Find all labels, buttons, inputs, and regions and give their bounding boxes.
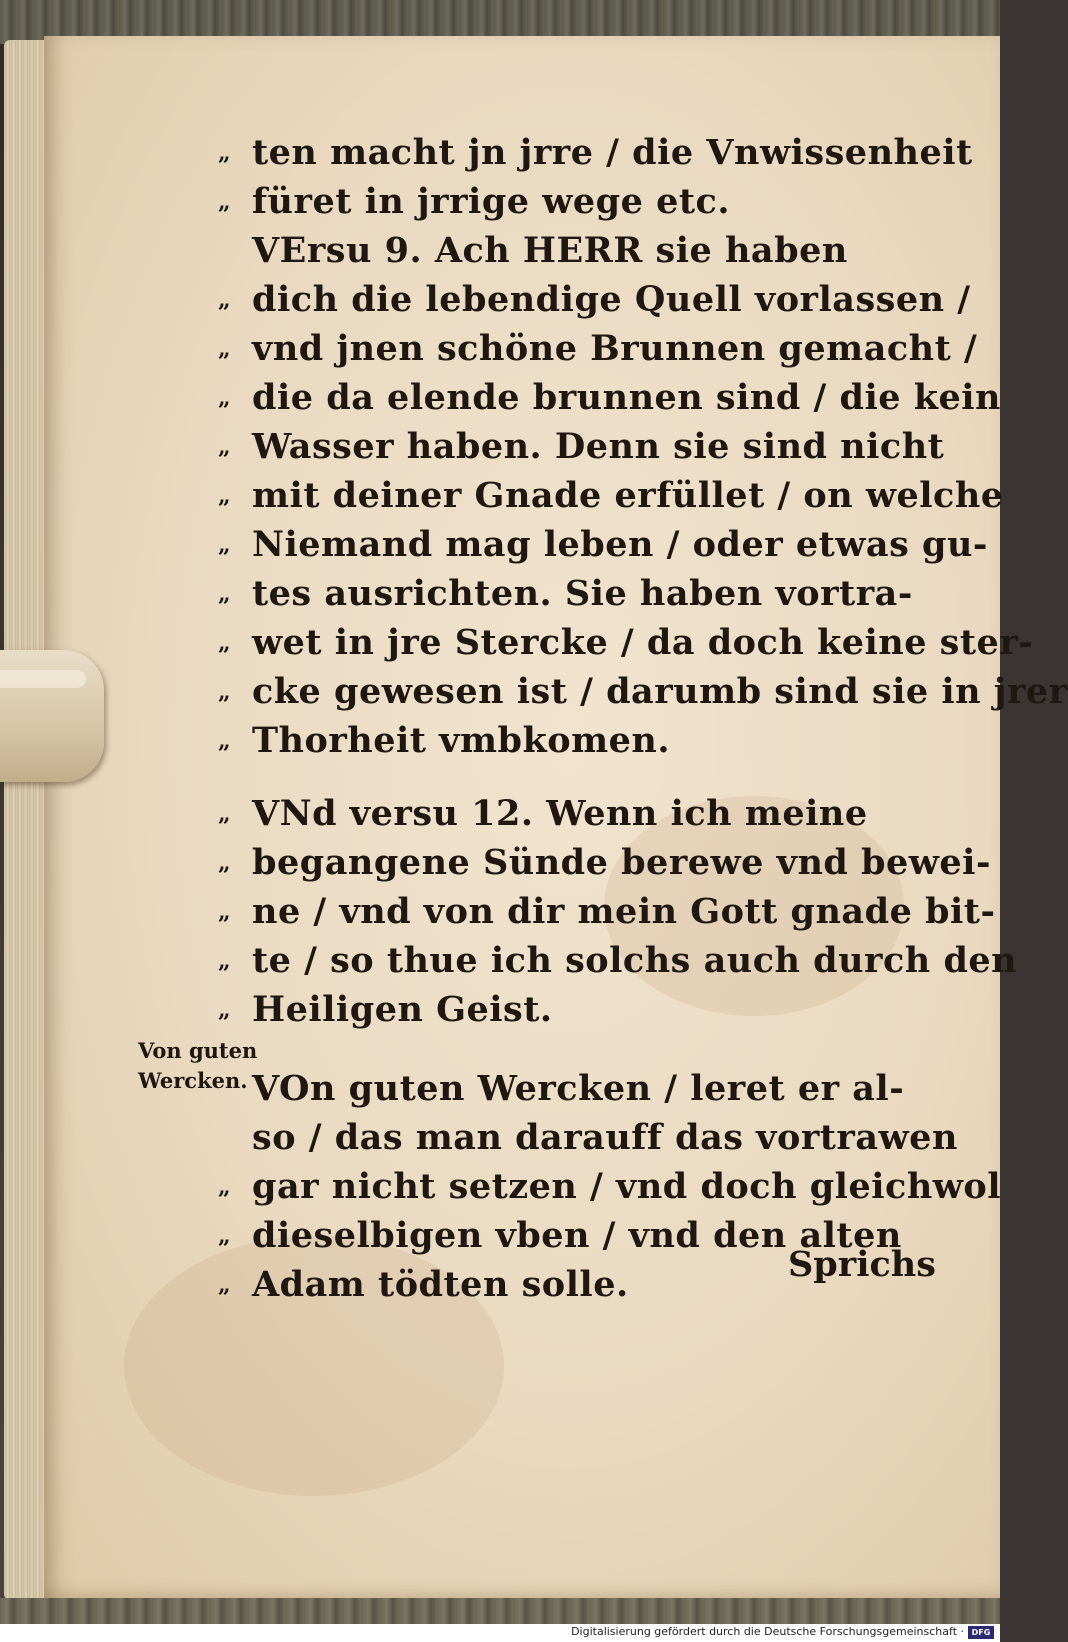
line-text: cke gewesen ist / darumb sind sie in jrer: [252, 671, 1068, 712]
quote-mark: „: [218, 434, 232, 460]
paragraph-verse-9: [218, 128, 1068, 765]
footer-credit: Digitalisierung gefördert durch die Deutsche Forschungsgemeinschaft ·: [571, 1625, 964, 1638]
page-text: [218, 128, 1068, 1309]
text-line: [218, 667, 1068, 716]
quote-mark: „: [218, 997, 232, 1023]
clasp-highlight: [0, 670, 86, 688]
line-text: Niemand mag leben / oder etwas gu-: [252, 524, 988, 565]
line-text: begangene Sünde berewe vnd bewei-: [252, 842, 992, 883]
line-text: Thorheit vmbkomen.: [252, 720, 671, 761]
quote-mark: „: [218, 679, 232, 705]
quote-mark: „: [218, 385, 232, 411]
quote-mark: „: [218, 483, 232, 509]
catchword: Sprichs: [788, 1244, 936, 1285]
line-text: VNd versu 12. Wenn ich meine: [252, 793, 868, 834]
paragraph-gap: [218, 1034, 938, 1064]
text-line: [218, 324, 978, 373]
text-line: [218, 226, 938, 275]
quote-mark: „: [218, 850, 232, 876]
marginal-note-line: Von guten: [138, 1038, 258, 1063]
text-line: [218, 275, 971, 324]
line-text: VErsu 9. Ach HERR sie haben: [252, 230, 848, 271]
text-line: [218, 838, 992, 887]
paragraph-verse-12: [218, 789, 1018, 1034]
text-line: [218, 789, 938, 838]
text-line: [218, 569, 938, 618]
text-line: [218, 716, 938, 765]
text-line: [218, 471, 1004, 520]
text-line: [218, 1162, 1002, 1211]
book-cover-bottom-edge: [0, 1598, 1000, 1624]
dfg-logo: DFG: [968, 1626, 994, 1639]
quote-mark: „: [218, 189, 232, 215]
line-text: gar nicht setzen / vnd doch gleichwol: [252, 1166, 1002, 1207]
text-line: [218, 936, 1018, 985]
quote-mark: „: [218, 1174, 232, 1200]
line-text: Heiligen Geist.: [252, 989, 553, 1030]
quote-mark: „: [218, 287, 232, 313]
line-text: VOn guten Wercken / leret er al-: [252, 1068, 905, 1109]
quote-mark: „: [218, 532, 232, 558]
quote-mark: „: [218, 140, 232, 166]
text-line: [218, 520, 988, 569]
text-line: [218, 618, 1034, 667]
paragraph-gap: [218, 765, 938, 789]
text-line: [218, 887, 996, 936]
quote-mark: „: [218, 948, 232, 974]
text-line: [218, 373, 1001, 422]
line-text: wet in jre Stercke / da doch keine ster-: [252, 622, 1034, 663]
line-text: dieselbigen vben / vnd den alten: [252, 1215, 902, 1256]
line-text: vnd jnen schöne Brunnen gemacht /: [252, 328, 978, 369]
marginal-note: [138, 1036, 257, 1096]
line-text: mit deiner Gnade erfüllet / on welche: [252, 475, 1004, 516]
text-line: [218, 177, 938, 226]
text-line: [218, 1113, 958, 1162]
quote-mark: „: [218, 801, 232, 827]
text-line: [218, 1064, 938, 1113]
text-line: [218, 422, 945, 471]
quote-mark: „: [218, 630, 232, 656]
quote-mark: „: [218, 336, 232, 362]
line-text: die da elende brunnen sind / die kein: [252, 377, 1001, 418]
line-text: ne / vnd von dir mein Gott gnade bit-: [252, 891, 996, 932]
text-line: [218, 985, 938, 1034]
quote-mark: „: [218, 899, 232, 925]
quote-mark: „: [218, 1272, 232, 1298]
quote-mark: „: [218, 1223, 232, 1249]
text-line: [218, 128, 973, 177]
line-text: ten macht jn jrre / die Vnwissenheit: [252, 132, 973, 173]
quote-mark: „: [218, 581, 232, 607]
quote-mark: „: [218, 728, 232, 754]
line-text: Wasser haben. Denn sie sind nicht: [252, 426, 945, 467]
line-text: te / so thue ich solchs auch durch den: [252, 940, 1018, 981]
line-text: so / das man darauff das vortrawen: [252, 1117, 958, 1158]
line-text: Adam tödten solle.: [252, 1264, 629, 1305]
line-text: tes ausrichten. Sie haben vortra-: [252, 573, 913, 614]
line-text: dich die lebendige Quell vorlassen /: [252, 279, 971, 320]
marginal-note-line: Wercken.: [138, 1068, 248, 1093]
line-text: füret in jrrige wege etc.: [252, 181, 731, 222]
